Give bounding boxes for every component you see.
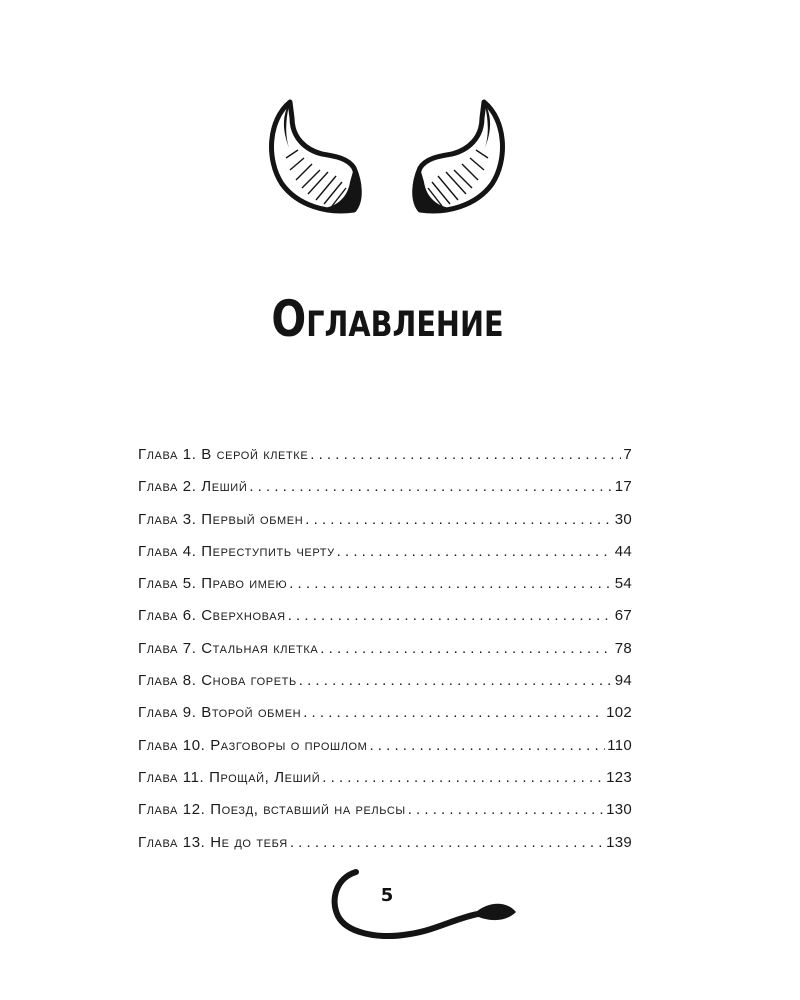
toc-entry[interactable]	[138, 796, 632, 828]
toc-page-number: 54	[614, 575, 632, 593]
dot-leader	[299, 667, 613, 695]
toc-chapter-name: Переступить черту	[201, 542, 335, 560]
toc-entry-title	[138, 538, 335, 566]
toc-chapter-name: Снова гореть	[201, 672, 297, 690]
dot-leader	[303, 699, 604, 727]
toc-entry-title	[138, 635, 318, 663]
toc-chapter-number: Глава 9.	[138, 704, 197, 722]
toc-entry[interactable]	[138, 602, 632, 634]
toc-chapter-number: Глава 1.	[138, 446, 197, 463]
toc-chapter-name: Не до тебя	[210, 833, 288, 851]
toc-chapter-name: Поезд, вставший на рельсы	[210, 801, 406, 819]
toc-entry[interactable]	[138, 699, 632, 731]
toc-page-number: 94	[614, 672, 632, 690]
devil-tail-icon	[326, 862, 526, 942]
dot-leader	[290, 829, 604, 857]
toc-chapter-name: Разговоры о прошлом	[210, 736, 368, 754]
toc-entry[interactable]	[138, 732, 632, 764]
toc-chapter-number: Глава 6.	[138, 607, 197, 625]
toc-entry[interactable]	[138, 764, 632, 796]
toc-entry-title	[138, 506, 303, 534]
toc-chapter-name: Право имею	[201, 575, 288, 593]
toc-entry[interactable]	[138, 441, 632, 473]
toc-chapter-number: Глава 3.	[138, 510, 197, 528]
toc-entry-title	[138, 699, 301, 727]
toc-entry[interactable]	[138, 506, 632, 538]
toc-entry-title	[138, 829, 288, 857]
toc-page-number: 67	[614, 607, 632, 625]
toc-chapter-name: Второй обмен	[201, 704, 302, 722]
page-title: Оглавление	[271, 290, 504, 348]
toc-page-number: 30	[614, 510, 632, 528]
toc-chapter-number: Глава 2.	[138, 478, 197, 496]
toc-entry[interactable]	[138, 635, 632, 667]
toc-chapter-number: Глава 13.	[138, 833, 206, 851]
devil-horns-icon	[262, 96, 512, 220]
toc-entry[interactable]	[138, 473, 632, 505]
toc-page-number: 139	[606, 833, 632, 851]
toc-entry-title	[138, 473, 247, 501]
toc-chapter-number: Глава 5.	[138, 575, 197, 593]
toc-entry-title	[138, 570, 287, 598]
dot-leader	[322, 764, 604, 792]
dot-leader	[320, 635, 612, 663]
toc-chapter-name: Леший	[201, 478, 248, 496]
dot-leader	[408, 796, 604, 824]
toc-page-number: 44	[614, 542, 632, 560]
page-number: 5	[380, 885, 394, 906]
toc-chapter-number: Глава 11.	[138, 768, 205, 786]
toc-entry[interactable]	[138, 538, 632, 570]
toc-chapter-number: Глава 7.	[138, 639, 197, 657]
table-of-contents	[138, 441, 632, 861]
toc-page-number: 102	[606, 704, 632, 722]
toc-page-number: 17	[614, 478, 632, 496]
dot-leader	[310, 441, 621, 469]
toc-entry-title	[138, 796, 406, 824]
toc-chapter-name: В серой клетке	[201, 446, 309, 463]
dot-leader	[337, 538, 613, 566]
toc-chapter-name: Первый обмен	[201, 510, 304, 528]
dot-leader	[305, 506, 612, 534]
toc-chapter-number: Глава 10.	[138, 736, 206, 754]
dot-leader	[288, 602, 613, 630]
toc-entry-title	[138, 764, 320, 792]
toc-chapter-number: Глава 4.	[138, 542, 197, 560]
toc-entry[interactable]	[138, 829, 632, 861]
toc-chapter-name: Стальная клетка	[201, 639, 319, 657]
toc-entry[interactable]	[138, 570, 632, 602]
toc-chapter-name: Сверхновая	[201, 607, 286, 625]
dot-leader	[369, 732, 605, 760]
toc-page-number: 78	[614, 639, 632, 657]
toc-page-number: 123	[606, 768, 632, 786]
dot-leader	[249, 473, 612, 501]
toc-entry-title	[138, 602, 286, 630]
toc-page-number: 130	[606, 801, 632, 819]
toc-entry-title	[138, 667, 297, 695]
toc-entry[interactable]	[138, 667, 632, 699]
toc-chapter-number: Глава 12.	[138, 801, 206, 819]
dot-leader	[289, 570, 613, 598]
toc-entry-title	[138, 441, 308, 469]
toc-entry-title	[138, 732, 367, 760]
toc-chapter-number: Глава 8.	[138, 672, 197, 690]
toc-page-number: 110	[607, 736, 632, 754]
toc-page-number: 7	[623, 446, 632, 463]
toc-chapter-name: Прощай, Леший	[209, 768, 321, 786]
